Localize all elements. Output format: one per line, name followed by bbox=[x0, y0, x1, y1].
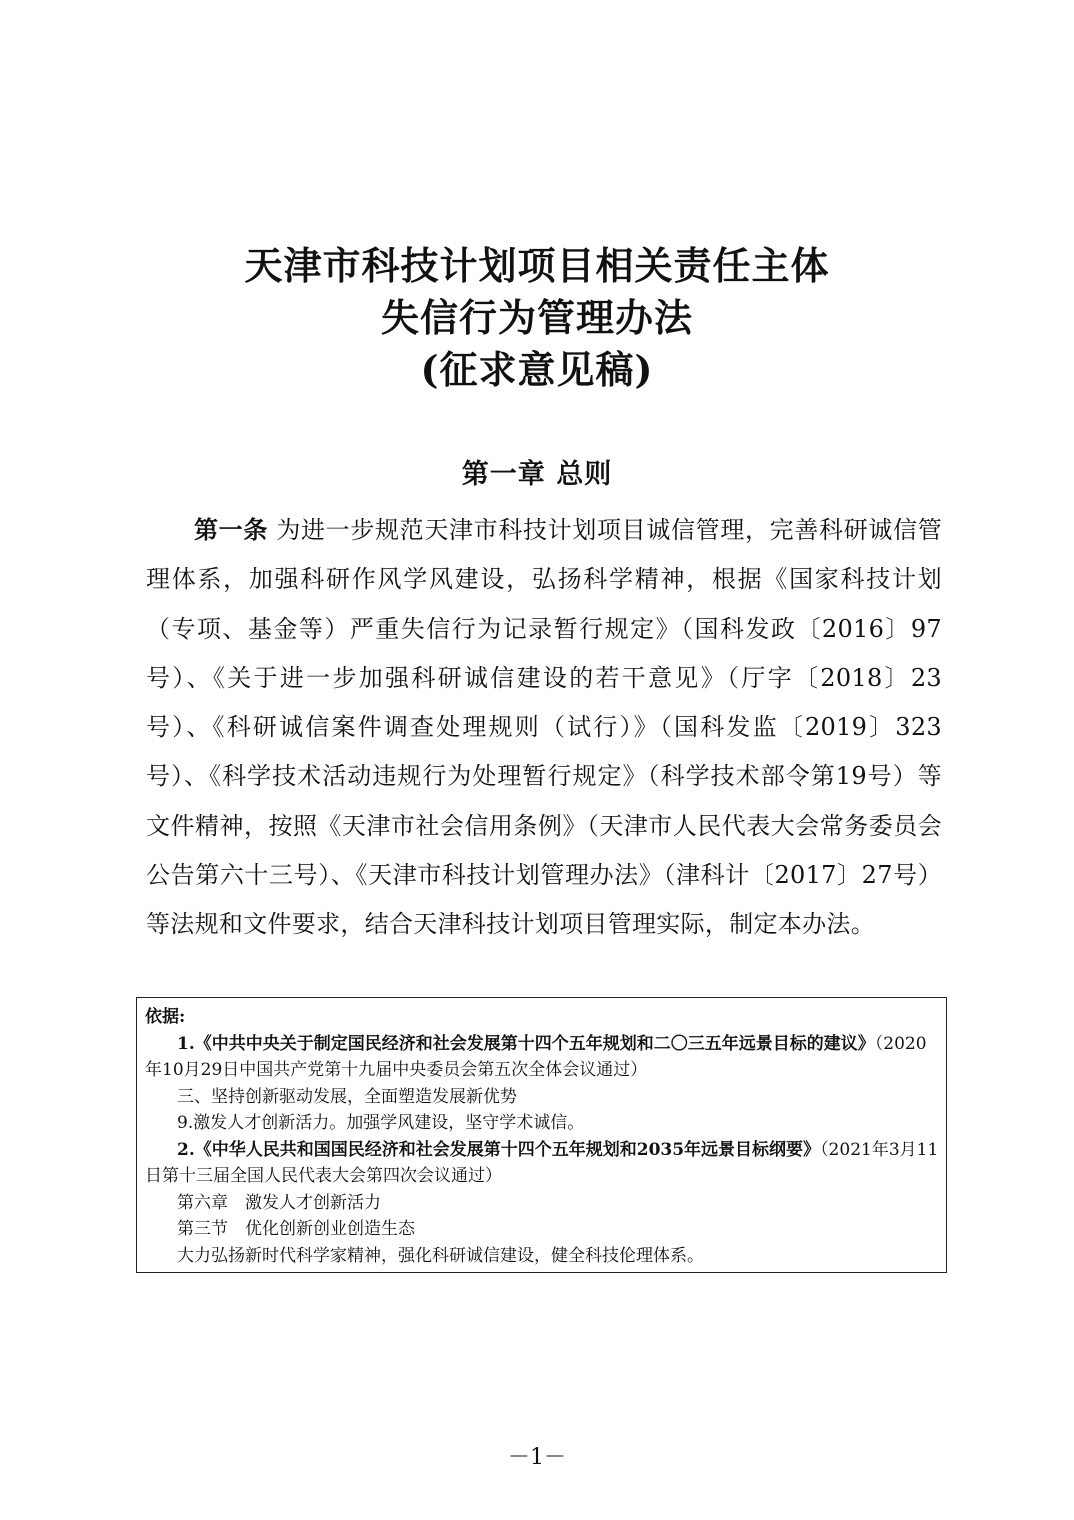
basis-doc2-item-3: 大力弘扬新时代科学家精神，强化科研诚信建设，健全科技伦理体系。 bbox=[177, 1245, 704, 1266]
basis-doc1-item-2: 9.激发人才创新活力。加强学风建设，坚守学术诚信。 bbox=[177, 1113, 585, 1133]
basis-doc1-title-text: 1.《中共中央关于制定国民经济和社会发展第十四个五年规划和二〇三五年远景目标的建议》 bbox=[177, 1033, 875, 1054]
title-line-1: 天津市科技计划项目相关责任主体 bbox=[244, 243, 830, 288]
basis-doc1-note: （2020年10月29日中国共产党第十九届中央委员会第五次全体会议通过） bbox=[145, 1033, 927, 1080]
basis-doc1-title bbox=[145, 1031, 940, 1084]
title-line-3: (征求意见稿) bbox=[420, 347, 654, 392]
basis-doc2-item-1: 第六章 激发人才创新活力 bbox=[177, 1192, 381, 1213]
article-text: 为进一步规范天津市科技计划项目诚信管理，完善科研诚信管理体系，加强科研作风学风建设，弘扬科学精神，根据《国家科技计划（专项、基金等）严重失信行为记录暂行规定》（国科发政〔2016〕97号）、《关于进一步加强科研诚信建设的若干意见》（厅字〔2018〕23号）、《科研诚信案件调查处理规则（试行）》（国科发监〔2019〕323号）、《科学技术活动违规行为处理暂行规定》（科学技术部令第19号）等文件精神，按照《天津市社会信用条例》（天津市人民代表大会常务委员会公告第六十三号）、《天津市科技计划管理办法》（津科计〔2017〕27号）等法规和文件要求，结合天津科技计划项目管理实际，制定本办法。 bbox=[146, 516, 942, 939]
article-label: 第一条 bbox=[194, 516, 269, 544]
article-1 bbox=[146, 506, 942, 950]
title-line-2: 失信行为管理办法 bbox=[380, 295, 693, 340]
document-title bbox=[0, 240, 1074, 396]
basis-doc2-title-text: 2.《中华人民共和国国民经济和社会发展第十四个五年规划和2035年远景目标纲要》 bbox=[177, 1139, 821, 1160]
basis-doc1-item-1: 三、坚持创新驱动发展，全面塑造发展新优势 bbox=[177, 1086, 517, 1107]
basis-box bbox=[136, 997, 947, 1273]
chapter-heading: 第一章 总则 bbox=[461, 459, 613, 490]
basis-doc2-item-2: 第三节 优化创新创业创造生态 bbox=[177, 1219, 415, 1239]
basis-heading: 依据: bbox=[145, 1007, 186, 1027]
page-number: －1－ bbox=[508, 1445, 566, 1470]
basis-doc2-title bbox=[145, 1137, 940, 1190]
basis-doc2-note: （2021年3月11日第十三届全国人民代表大会第四次会议通过） bbox=[145, 1139, 939, 1186]
